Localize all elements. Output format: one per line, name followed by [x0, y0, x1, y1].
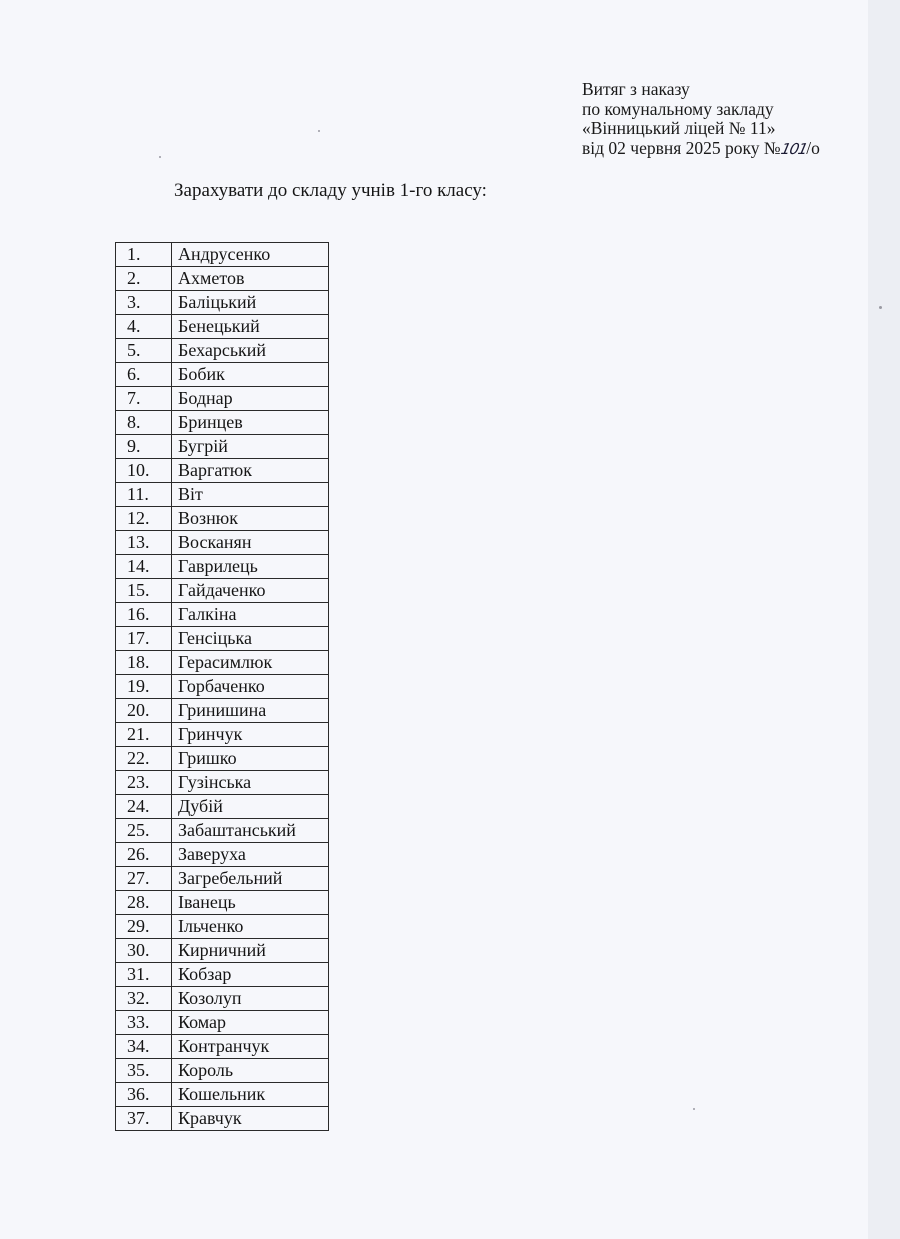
row-number: 35.: [116, 1059, 172, 1083]
pupil-surname: Кирничний: [172, 939, 329, 963]
pupil-surname: Ільченко: [172, 915, 329, 939]
table-row: [116, 531, 329, 555]
row-number: 26.: [116, 843, 172, 867]
table-row: [116, 339, 329, 363]
pupil-surname: Контранчук: [172, 1035, 329, 1059]
row-number: 25.: [116, 819, 172, 843]
pupil-surname: Кравчук: [172, 1107, 329, 1131]
row-number: 29.: [116, 915, 172, 939]
table-row: [116, 987, 329, 1011]
row-number: 37.: [116, 1107, 172, 1131]
table-row: [116, 555, 329, 579]
header-line-1: Витяг з наказу: [582, 79, 690, 99]
row-number: 33.: [116, 1011, 172, 1035]
row-number: 12.: [116, 507, 172, 531]
pupil-surname: Віт: [172, 483, 329, 507]
table-row: [116, 771, 329, 795]
pupil-surname: Дубій: [172, 795, 329, 819]
table-row: [116, 483, 329, 507]
pupil-surname: Король: [172, 1059, 329, 1083]
pupil-surname: Бобик: [172, 363, 329, 387]
row-number: 36.: [116, 1083, 172, 1107]
table-row: [116, 651, 329, 675]
row-number: 3.: [116, 291, 172, 315]
pupil-surname: Заверуха: [172, 843, 329, 867]
pupil-surname: Горбаченко: [172, 675, 329, 699]
row-number: 24.: [116, 795, 172, 819]
table-row: [116, 843, 329, 867]
pupil-surname: Кобзар: [172, 963, 329, 987]
table-row: [116, 267, 329, 291]
pupil-surname: Кошельник: [172, 1083, 329, 1107]
header-line-3: «Вінницький ліцей № 11»: [582, 118, 776, 138]
scan-speck: [159, 156, 161, 158]
table-row: [116, 795, 329, 819]
table-row: [116, 723, 329, 747]
pupil-surname: Ахметов: [172, 267, 329, 291]
row-number: 22.: [116, 747, 172, 771]
order-extract-header: [582, 80, 842, 159]
pupils-table-body: [116, 243, 329, 1131]
row-number: 13.: [116, 531, 172, 555]
row-number: 4.: [116, 315, 172, 339]
pupil-surname: Баліцький: [172, 291, 329, 315]
row-number: 27.: [116, 867, 172, 891]
row-number: 14.: [116, 555, 172, 579]
header-line-2: по комунальному закладу: [582, 98, 774, 119]
row-number: 32.: [116, 987, 172, 1011]
table-row: [116, 915, 329, 939]
pupil-surname: Галкіна: [172, 603, 329, 627]
table-row: [116, 1035, 329, 1059]
row-number: 10.: [116, 459, 172, 483]
scan-margin: [868, 0, 900, 1239]
table-row: [116, 291, 329, 315]
pupil-surname: Гришко: [172, 747, 329, 771]
pupil-surname: Забаштанський: [172, 819, 329, 843]
scan-speck: [693, 1108, 695, 1110]
table-row: [116, 459, 329, 483]
pupil-surname: Комар: [172, 1011, 329, 1035]
pupil-surname: Гаврилець: [172, 555, 329, 579]
row-number: 30.: [116, 939, 172, 963]
table-row: [116, 603, 329, 627]
row-number: 20.: [116, 699, 172, 723]
row-number: 11.: [116, 483, 172, 507]
row-number: 21.: [116, 723, 172, 747]
table-row: [116, 675, 329, 699]
row-number: 34.: [116, 1035, 172, 1059]
pupil-surname: Герасимлюк: [172, 651, 329, 675]
table-row: [116, 363, 329, 387]
table-row: [116, 411, 329, 435]
pupil-surname: Андрусенко: [172, 243, 329, 267]
table-row: [116, 939, 329, 963]
row-number: 15.: [116, 579, 172, 603]
pupil-surname: Гринишина: [172, 699, 329, 723]
row-number: 9.: [116, 435, 172, 459]
table-row: [116, 1083, 329, 1107]
table-row: [116, 867, 329, 891]
pupils-table: [115, 242, 329, 1131]
table-row: [116, 1059, 329, 1083]
pupil-surname: Восканян: [172, 531, 329, 555]
pupil-surname: Гайдаченко: [172, 579, 329, 603]
row-number: 18.: [116, 651, 172, 675]
scan-speck: [879, 306, 882, 309]
row-number: 28.: [116, 891, 172, 915]
row-number: 17.: [116, 627, 172, 651]
pupil-surname: Бринцев: [172, 411, 329, 435]
enrollment-intro: Зарахувати до складу учнів 1-го класу:: [174, 180, 487, 201]
handwritten-order-number: 101: [778, 139, 809, 158]
order-suffix: /о: [806, 137, 820, 158]
pupil-surname: Вознюк: [172, 507, 329, 531]
scan-speck: [318, 130, 320, 132]
row-number: 31.: [116, 963, 172, 987]
pupil-surname: Іванець: [172, 891, 329, 915]
table-row: [116, 627, 329, 651]
pupil-surname: Боднар: [172, 387, 329, 411]
table-row: [116, 387, 329, 411]
row-number: 8.: [116, 411, 172, 435]
table-row: [116, 963, 329, 987]
pupil-surname: Козолуп: [172, 987, 329, 1011]
pupil-surname: Гузінська: [172, 771, 329, 795]
pupil-surname: Гринчук: [172, 723, 329, 747]
pupil-surname: Бехарський: [172, 339, 329, 363]
table-row: [116, 243, 329, 267]
table-row: [116, 435, 329, 459]
pupil-surname: Генсіцька: [172, 627, 329, 651]
table-row: [116, 699, 329, 723]
table-row: [116, 891, 329, 915]
row-number: 16.: [116, 603, 172, 627]
row-number: 23.: [116, 771, 172, 795]
table-row: [116, 315, 329, 339]
table-row: [116, 507, 329, 531]
table-row: [116, 1107, 329, 1131]
pupil-surname: Варгатюк: [172, 459, 329, 483]
table-row: [116, 1011, 329, 1035]
table-row: [116, 819, 329, 843]
table-row: [116, 579, 329, 603]
table-row: [116, 747, 329, 771]
order-date-prefix: від 02 червня 2025 року №: [582, 137, 781, 158]
pupil-surname: Бугрій: [172, 435, 329, 459]
row-number: 19.: [116, 675, 172, 699]
row-number: 7.: [116, 387, 172, 411]
row-number: 5.: [116, 339, 172, 363]
pupil-surname: Бенецький: [172, 315, 329, 339]
row-number: 6.: [116, 363, 172, 387]
header-line-4: [582, 139, 842, 160]
row-number: 2.: [116, 267, 172, 291]
row-number: 1.: [116, 243, 172, 267]
pupil-surname: Загребельний: [172, 867, 329, 891]
